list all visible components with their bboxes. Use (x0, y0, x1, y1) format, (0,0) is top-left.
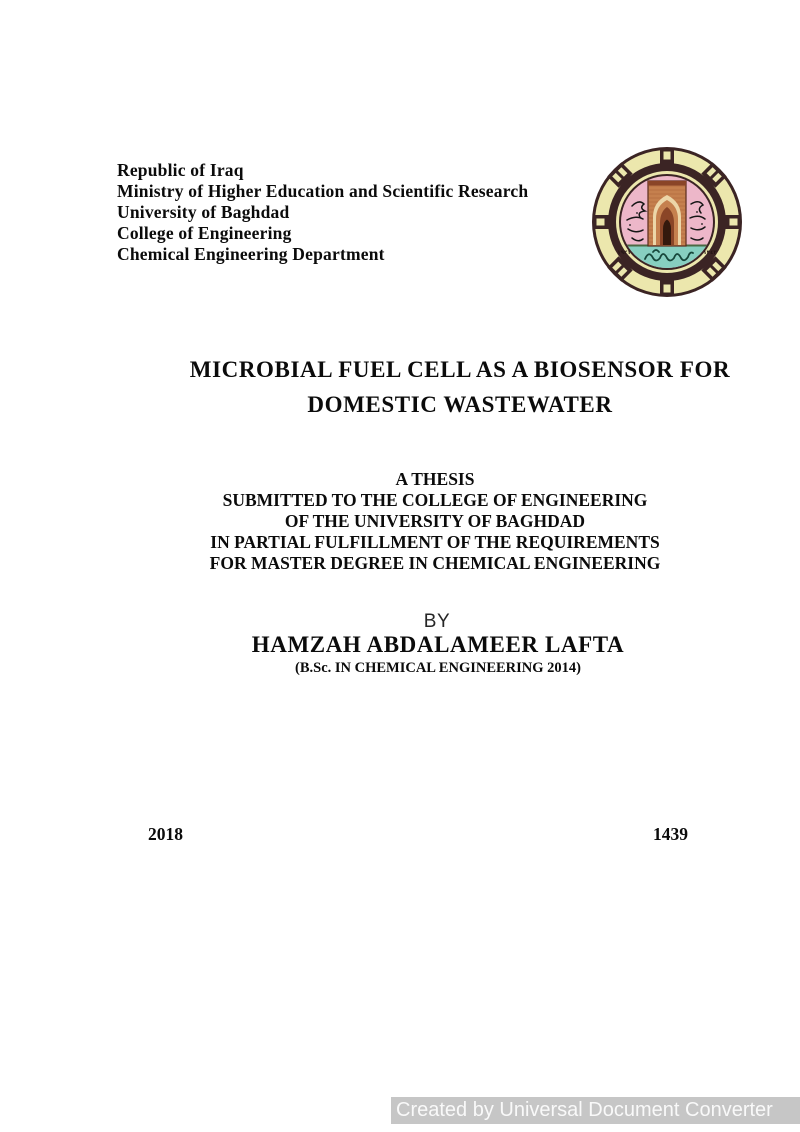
by-label: BY (423, 611, 451, 632)
header-line-country: Republic of Iraq (117, 160, 244, 180)
author-name: HAMZAH ABDALAMEER LAFTA (251, 632, 625, 657)
header-line-department: Chemical Engineering Department (117, 244, 385, 264)
watermark-text: Created by Universal Document Converter (396, 1099, 773, 1121)
submission-line-5: FOR MASTER DEGREE IN CHEMICAL ENGINEERING (209, 553, 661, 573)
submission-statement (35, 469, 800, 574)
watermark-banner (391, 1097, 800, 1124)
year-gregorian: 2018 (148, 824, 183, 844)
emblem-year-left: ١٩٢١ (617, 250, 631, 256)
university-of-baghdad-emblem (591, 146, 743, 298)
year-hijri: 1439 (653, 824, 688, 844)
header-line-college: College of Engineering (117, 223, 292, 243)
header-line-ministry: Ministry of Higher Education and Scientific Research (117, 181, 529, 201)
emblem-year-right: ١٣٤٢ (703, 250, 717, 256)
institution-header (117, 160, 528, 265)
thesis-title-line2: DOMESTIC WASTEWATER (307, 391, 613, 417)
thesis-title-line1: MICROBIAL FUEL CELL AS A BIOSENSOR FOR (189, 357, 731, 382)
header-line-university: University of Baghdad (117, 202, 290, 222)
emblem-arch-gate (648, 181, 686, 246)
submission-line-4: IN PARTIAL FULFILLMENT OF THE REQUIREMENTS (210, 532, 660, 552)
submission-line-3: OF THE UNIVERSITY OF BAGHDAD (284, 511, 586, 531)
submission-line-1: A THESIS (395, 469, 475, 489)
author-credential: (B.Sc. IN CHEMICAL ENGINEERING 2014) (295, 660, 581, 676)
thesis-title (120, 353, 800, 422)
university-seal-icon (591, 146, 743, 298)
submission-line-2: SUBMITTED TO THE COLLEGE OF ENGINEERING (222, 490, 648, 510)
